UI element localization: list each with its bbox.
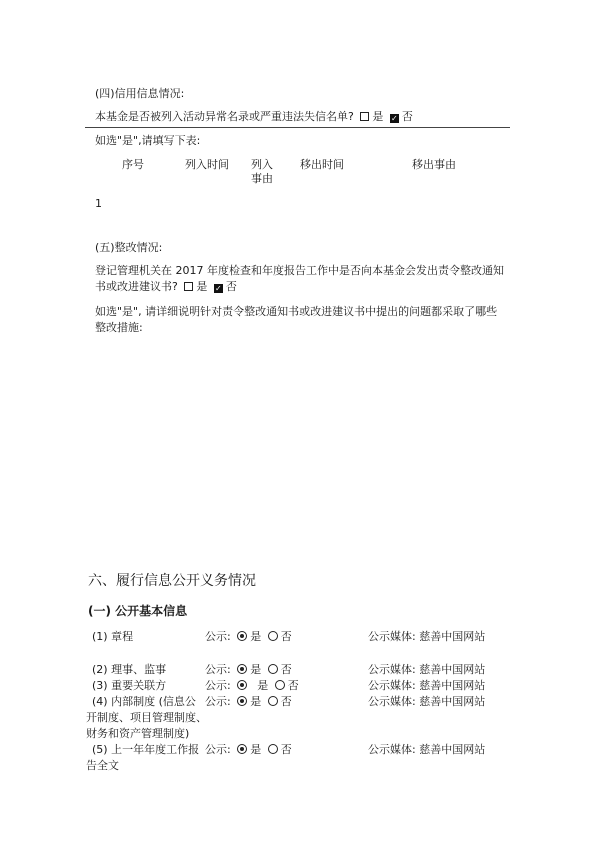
disclose-label: 公示: xyxy=(205,743,231,756)
media-label: 公示媒体: xyxy=(368,679,416,692)
media-row xyxy=(368,679,485,693)
media-label: 公示媒体: xyxy=(368,743,416,756)
disclose-yes-label: 是 xyxy=(257,679,269,692)
disclose-yes-radio[interactable] xyxy=(237,696,247,706)
disclose-no-label: 否 xyxy=(280,630,292,643)
item-name-line1: (4) 内部制度 (信息公 xyxy=(92,695,196,708)
disclose-yes-radio[interactable] xyxy=(237,664,247,674)
credit-question: 本基金是否被列入活动异常名录或严重违法失信名单? xyxy=(95,110,354,123)
disclose-no-radio[interactable] xyxy=(268,664,278,674)
disclose-no-radio[interactable] xyxy=(268,744,278,754)
credit-yes-label: 是 xyxy=(372,110,384,123)
media-label: 公示媒体: xyxy=(368,695,416,708)
media-value: 慈善中国网站 xyxy=(419,695,486,708)
disclose-label: 公示: xyxy=(205,679,231,692)
disclose-no-label: 否 xyxy=(280,695,292,708)
rectify-question-row xyxy=(95,280,237,294)
divider-line xyxy=(85,127,510,128)
table-header-index: 序号 xyxy=(122,158,144,171)
item-name: (1) 章程 xyxy=(92,630,134,643)
rectify-explain-line2: 整改措施: xyxy=(95,321,143,334)
rectify-question-line1: 登记管理机关在 2017 年度检查和年度报告工作中是否向本基金会发出责令整改通知 xyxy=(95,264,504,277)
disclose-no-label: 否 xyxy=(287,679,299,692)
item-name-line2: 开制度、项目管理制度、 xyxy=(86,711,207,724)
disclose-yes-radio[interactable] xyxy=(237,744,247,754)
media-row xyxy=(368,630,485,644)
disclose-row xyxy=(205,663,292,677)
media-row xyxy=(368,695,485,709)
disclose-row xyxy=(205,743,292,757)
rectify-no-label: 否 xyxy=(225,280,237,293)
disclose-no-radio[interactable] xyxy=(268,631,278,641)
disclose-label: 公示: xyxy=(205,663,231,676)
media-label: 公示媒体: xyxy=(368,630,416,643)
disclose-no-label: 否 xyxy=(280,663,292,676)
disclose-no-radio[interactable] xyxy=(268,696,278,706)
table-header-list-reason-1: 列入 xyxy=(251,158,273,171)
credit-question-row xyxy=(95,110,413,124)
media-row xyxy=(368,663,485,677)
disclose-label: 公示: xyxy=(205,630,231,643)
item-name-line1: (5) 上一年年度工作报 xyxy=(92,743,200,756)
item-name-line2: 告全文 xyxy=(86,759,119,772)
item-name: (2) 理事、监事 xyxy=(92,663,167,676)
disclose-row xyxy=(205,630,292,644)
media-value: 慈善中国网站 xyxy=(419,663,486,676)
rectify-heading: (五)整改情况: xyxy=(95,241,163,254)
table-header-list-time: 列入时间 xyxy=(185,158,229,171)
disclose-no-radio[interactable] xyxy=(275,680,285,690)
disclose-yes-radio[interactable] xyxy=(237,631,247,641)
table-cell-index: 1 xyxy=(95,197,102,210)
rectify-yes-label: 是 xyxy=(196,280,208,293)
media-value: 慈善中国网站 xyxy=(419,743,486,756)
disclose-yes-label: 是 xyxy=(250,695,262,708)
rectify-no-checkbox[interactable]: ✓ xyxy=(214,284,222,293)
credit-heading: (四)信用信息情况: xyxy=(95,87,185,100)
table-header-remove-reason: 移出事由 xyxy=(412,158,456,171)
disclose-row xyxy=(205,695,292,709)
disclose-yes-radio[interactable] xyxy=(237,680,247,690)
table-header-remove-time: 移出时间 xyxy=(300,158,344,171)
table-header-list-reason-2: 事由 xyxy=(251,172,273,185)
disclose-yes-label: 是 xyxy=(250,630,262,643)
disclose-yes-label: 是 xyxy=(250,743,262,756)
section6-subtitle: (一) 公开基本信息 xyxy=(88,604,188,618)
disclose-no-label: 否 xyxy=(280,743,292,756)
credit-no-checkbox[interactable]: ✓ xyxy=(390,114,398,123)
rectify-question-line2: 书或改进建议书? xyxy=(95,280,178,293)
media-label: 公示媒体: xyxy=(368,663,416,676)
credit-yes-checkbox[interactable] xyxy=(360,112,369,121)
rectify-explain-line1: 如选"是", 请详细说明针对责令整改通知书或改进建议书中提出的问题都采取了哪些 xyxy=(95,305,498,318)
media-value: 慈善中国网站 xyxy=(419,630,486,643)
media-value: 慈善中国网站 xyxy=(419,679,486,692)
disclose-label: 公示: xyxy=(205,695,231,708)
rectify-yes-checkbox[interactable] xyxy=(184,282,193,291)
item-name-line3: 财务和资产管理制度) xyxy=(86,727,190,740)
item-name: (3) 重要关联方 xyxy=(92,679,167,692)
disclose-yes-label: 是 xyxy=(250,663,262,676)
media-row xyxy=(368,743,485,757)
disclose-row xyxy=(205,679,299,693)
credit-no-label: 否 xyxy=(401,110,413,123)
section6-title: 六、履行信息公开义务情况 xyxy=(88,573,256,589)
credit-fill-prompt: 如选"是",请填写下表: xyxy=(95,134,201,147)
